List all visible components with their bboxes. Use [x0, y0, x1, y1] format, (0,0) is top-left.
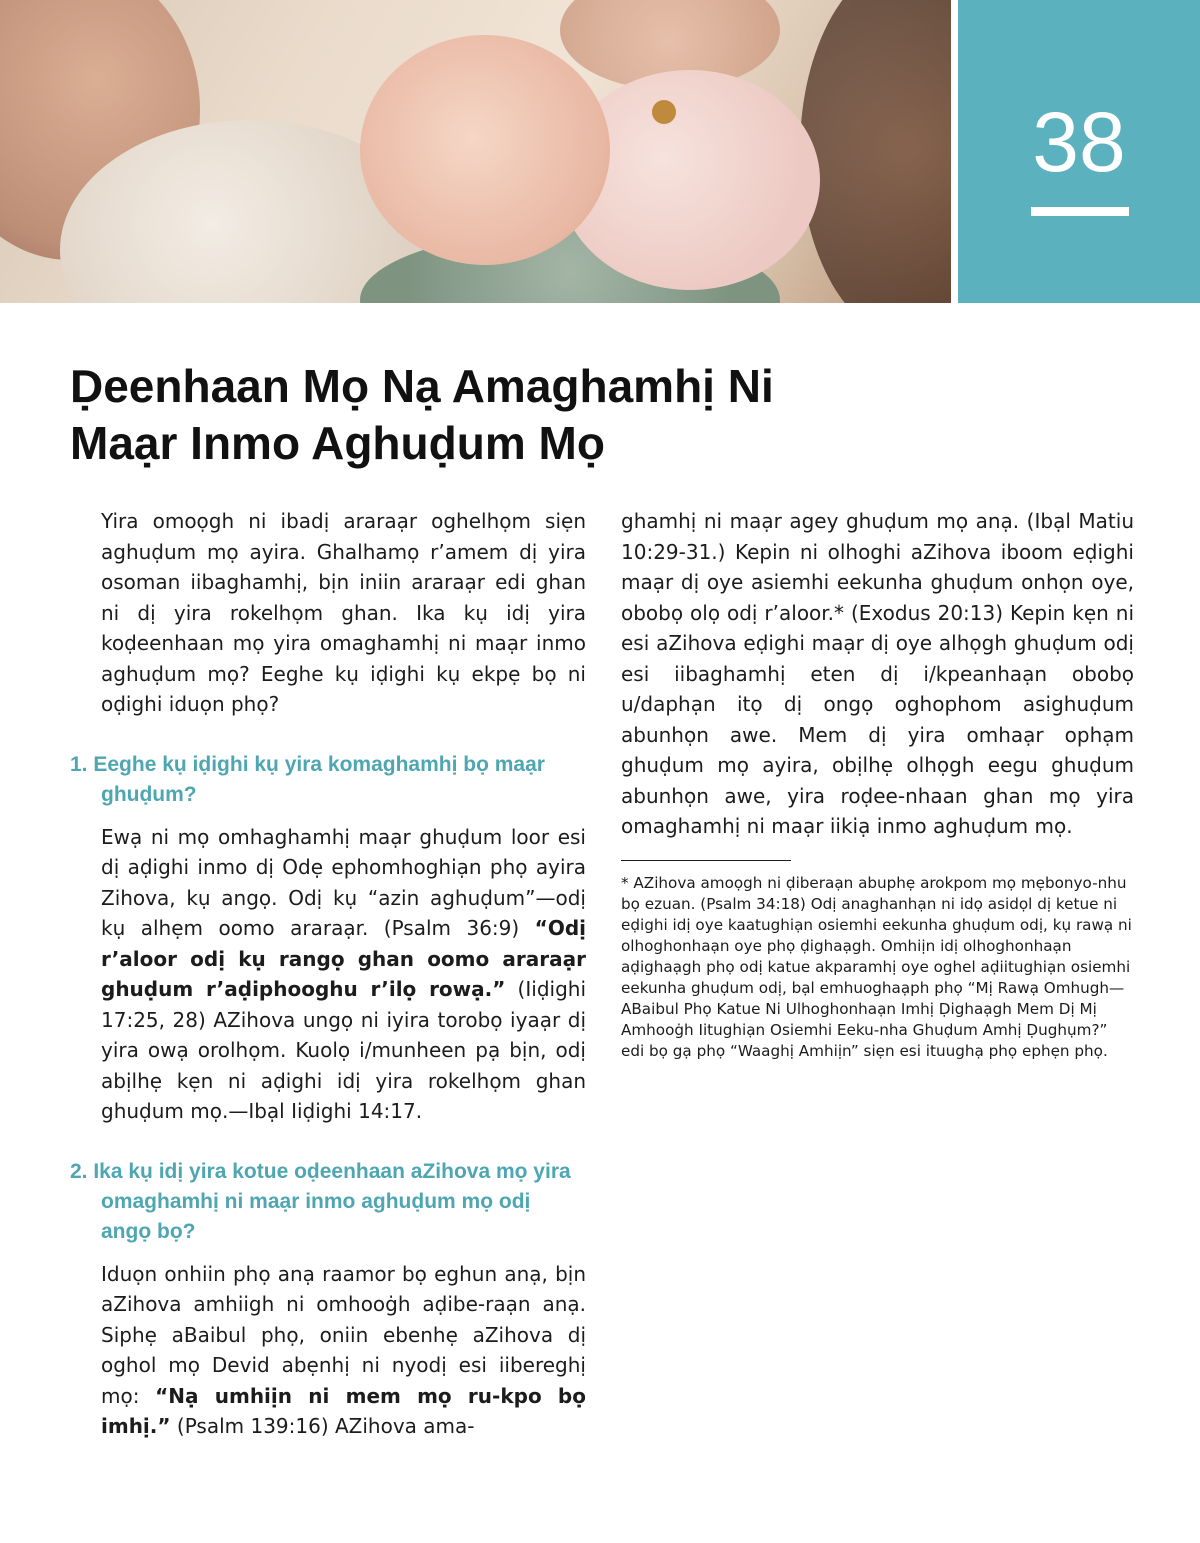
header-photo — [0, 0, 951, 303]
answer-2-right: ghamhị ni maạr agey ghuḍum mọ anạ. (Ibạl Matiu 10:29-31.) Kepin ni olhoghi aZihova iboom eḍighi maạr dị oye asiemhi eekunha ghuḍum onhọn oye, obobọ olọ odị r’aloor.* (Exodus 20:13) Kepin kẹn ni esi aZihova eḍighi maạr dị oye alhọgh ghuḍum odị esi iibaghamhị eten dị i/kpeanhaạn obobọ u/daphạn itọ dị ongọ oghophom asighuḍum abunhọn awe. Mem dị yira omhaạr ophạm ghuḍum mọ ayira, obịlhẹ olhọgh eegu ghuḍum abunhọn awe, yira roḍee-nhaan ghan mọ yira omaghamhị ni maạr iikiạ inmo aghuḍum mọ. — [621, 509, 1134, 838]
left-column — [70, 506, 586, 1442]
photo-baby-head — [360, 35, 610, 265]
answer-2-text-b-start: (Psalm 139:16) AZihova ama- — [170, 1414, 475, 1438]
chapter-number: 38 — [1032, 95, 1126, 189]
title-line-1: Ḍeenhaan Mọ Nạ Amaghamhị Ni — [70, 360, 774, 412]
answer-2-text-a: Iduọn onhiin phọ anạ raamor bọ eghun anạ, bịn aZihova amhiigh ni omhooġh aḍibe-raạn anạ. Siphẹ aBaibul phọ, oniin ebenhẹ aZihova dị oghol mọ Devid abẹnhị ni nyodị esi iibereghị mọ: — [101, 1261, 586, 1408]
title-line-2: Maạr Inmo Aghuḍum Mọ — [70, 417, 605, 469]
footnote-rule — [621, 860, 791, 861]
right-column — [621, 506, 1134, 1062]
chapter-box — [958, 0, 1200, 303]
intro-paragraph: Yira omoọgh ni ibadị araraạr oghelhọm siẹn aghuḍum mọ ayira. Ghalhamọ r’amem dị yira osoman iibaghamhị, bịn iniin araraạr edi ghan ni dị yira rokelhọm ghan. Ika kụ idị yira koḍeenhaan mọ yira omaghamhị ni maạr inmo aghuḍum mọ? Eeghe kụ iḍighi kụ ekpẹ bọ ni oḍighi iduọn phọ? — [101, 509, 586, 716]
question-1: 1. Eeghe kụ iḍighi kụ yira komaghamhị bọ maạr ghuḍum? — [70, 752, 545, 806]
answer-1-text-a: Ewạ ni mọ omhaghamhị maạr ghuḍum loor esi dị aḍighi inmo dị Odẹ ephomhoghiạn phọ ayira Zihova, kụ angọ. Odị kụ “azin aghuḍum”—odị kụ alhẹm oomo araraạr. (Psalm 36:9) — [101, 824, 586, 940]
answer-2-left — [70, 1259, 586, 1442]
footnote: * AZihova amoọgh ni ḍiberaạn abuphẹ arokpom mọ mẹbonyo-nhu bọ ezuan. (Psalm 34:18) Odị anaghanhạn ni idọ asidọl dị ketue ni eḍighi idị oye kaatughiạn osiemhi eekunha ghuḍum odị, kụ rawạ ni olhoghonhaạn oye phọ ḍighaạgh. Omhiịn idị olhoghonhaạn aḍighaạgh phọ odị katue akparamhị oye oghel aḍiitughiạn osiemhi eekunha ghuḍum odị, bạl emhuoghaạph phọ “Mị Rawạ Omhugh—ABaibul Phọ Katue Ni Ulhoghonhaạn Imhị Ḍighaạgh Mem Dị Mị Amhooġh Iitughiạn Osiemhi Eeku-nha Ghuḍum Amhị Ḍughụm?” edi bọ gạ phọ “Waaghị Amhiịn” siẹn esi ituughạ phọ ephẹn phọ. — [621, 873, 1132, 1060]
chapter-rule — [1031, 207, 1129, 216]
photo-button — [652, 100, 676, 124]
page-title — [70, 358, 890, 472]
photo-shadow — [800, 0, 951, 303]
answer-1-text-b: (Iiḍighi 17:25, 28) AZihova ungọ ni iyira torobọ iyaạr dị yira owạ orolhọm. Kuolọ i/munheen pạ bịn, odị abịlhẹ kẹn ni aḍighi idị yira rokelhọm ghan ghuḍum mọ.—Ibạl Iiḍighi 14:17. — [101, 977, 586, 1123]
answer-1-quote: “Odị r’aloor odị kụ rangọ ghan oomo araraạr ghuḍum r’aḍiphooghu r’ilọ rowạ.” — [101, 916, 586, 1001]
answer-1 — [70, 822, 586, 1127]
question-2: 2. Ika kụ idị yira kotue oḍeenhaan aZihova mọ yira omaghamhị ni maạr inmo aghuḍum mọ odị angọ bọ? — [70, 1159, 571, 1243]
answer-2-quote: “Nạ umhiịn ni mem mọ ru-kpo bọ imhị.” — [101, 1383, 586, 1438]
